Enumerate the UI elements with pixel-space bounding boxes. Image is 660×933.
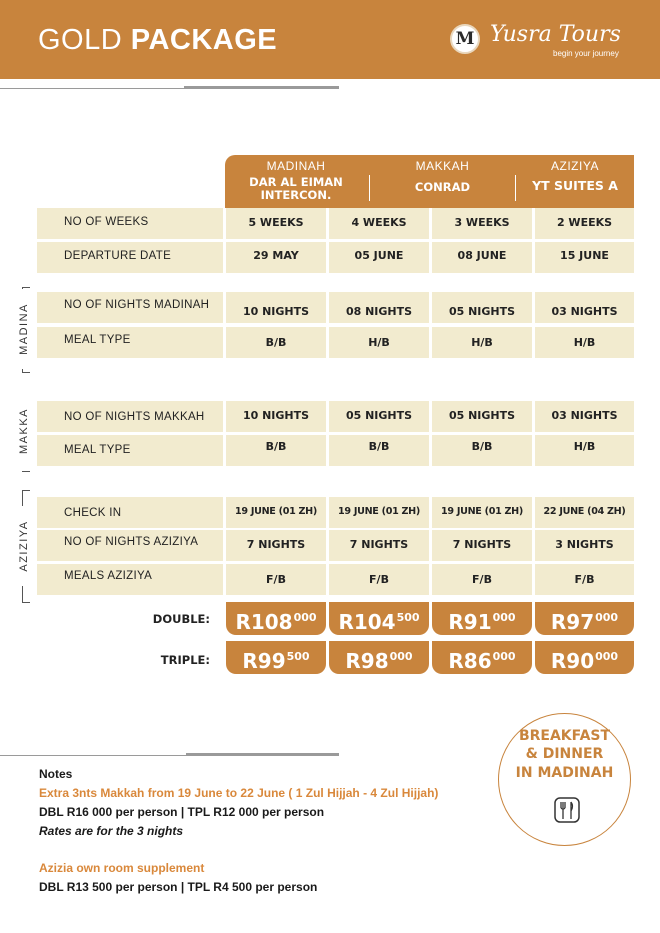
table-row xyxy=(37,292,634,323)
price-double xyxy=(226,602,326,635)
hotel-city: AZIZIYA xyxy=(551,159,599,173)
row-value: 05 NIGHTS xyxy=(448,409,516,422)
price-triple xyxy=(226,641,326,674)
row-value: B/B xyxy=(471,440,493,453)
value-cell xyxy=(226,497,326,528)
value-cell xyxy=(329,401,429,432)
row-value: 08 NIGHTS xyxy=(345,305,413,318)
value-cell xyxy=(329,564,429,595)
badge-line: IN MADINAH xyxy=(515,765,614,781)
price-triple xyxy=(329,641,429,674)
hotel-name: YT SUITES A xyxy=(532,178,618,193)
logo-monogram: M xyxy=(450,24,480,54)
price-cents: 000 xyxy=(492,611,516,624)
price-double xyxy=(535,602,634,635)
row-value: F/B xyxy=(574,573,595,586)
value-cell xyxy=(432,292,532,323)
row-label-cell xyxy=(37,208,223,239)
divider xyxy=(0,88,184,89)
bracket-tick xyxy=(22,287,30,288)
row-label: MEALS AZIZIYA xyxy=(64,570,153,582)
row-label: CHECK IN xyxy=(64,507,122,519)
price-cents: 000 xyxy=(595,611,619,624)
notes-extra-note: Rates are for the 3 nights xyxy=(39,824,184,838)
row-label: MEAL TYPE xyxy=(64,444,131,456)
table-row xyxy=(37,497,634,528)
value-cell xyxy=(329,497,429,528)
price-main: R97 xyxy=(550,610,595,634)
logo-name: Yusra Tours xyxy=(490,22,621,47)
bracket-tick xyxy=(22,471,30,472)
row-value: 05 NIGHTS xyxy=(448,305,516,318)
row-label-cell xyxy=(37,497,223,528)
row-value: F/B xyxy=(369,573,389,586)
row-value: 05 JUNE xyxy=(354,249,404,262)
section-bracket-madina xyxy=(14,287,34,373)
row-label-cell xyxy=(37,401,223,432)
row-value: 7 NIGHTS xyxy=(246,538,306,551)
table-row xyxy=(37,435,634,466)
row-value: 05 NIGHTS xyxy=(345,409,413,422)
hotel-city: MAKKAH xyxy=(415,159,470,173)
value-cell xyxy=(226,242,326,273)
row-value: 22 JUNE (04 ZH) xyxy=(543,506,626,517)
value-cell xyxy=(432,242,532,273)
row-value: 7 NIGHTS xyxy=(452,538,512,551)
value-cell xyxy=(535,435,634,466)
row-value: B/B xyxy=(368,440,390,453)
value-cell xyxy=(329,208,429,239)
page-title xyxy=(38,24,277,57)
value-cell xyxy=(329,530,429,561)
price-cents: 000 xyxy=(389,650,413,663)
row-value: 7 NIGHTS xyxy=(349,538,409,551)
row-value: 3 WEEKS xyxy=(454,216,510,229)
header-banner xyxy=(0,0,660,79)
value-cell xyxy=(226,435,326,466)
row-value: 3 NIGHTS xyxy=(555,538,614,551)
title-bold: PACKAGE xyxy=(130,24,278,56)
section-label: AZIZIYA xyxy=(18,506,30,586)
notes-heading: Notes xyxy=(39,767,73,781)
row-label-cell xyxy=(37,564,223,595)
table-row xyxy=(37,401,634,432)
hotel-header xyxy=(225,155,634,208)
brand-logo xyxy=(450,22,646,62)
row-label: NO OF NIGHTS MADINAH xyxy=(64,299,210,311)
row-value: 29 MAY xyxy=(253,249,299,262)
value-cell xyxy=(226,292,326,323)
price-double xyxy=(329,602,429,635)
divider xyxy=(0,755,186,756)
row-label-cell xyxy=(37,292,223,323)
divider-accent xyxy=(186,753,339,756)
value-cell xyxy=(432,208,532,239)
row-label-cell xyxy=(37,242,223,273)
value-cell xyxy=(432,530,532,561)
row-value: 19 JUNE (01 ZH) xyxy=(235,506,317,517)
row-value: 10 NIGHTS xyxy=(242,409,310,422)
price-main: R98 xyxy=(345,649,389,673)
hotel-makkah xyxy=(370,155,515,208)
value-cell xyxy=(329,242,429,273)
value-cell xyxy=(535,497,634,528)
row-value: 2 WEEKS xyxy=(556,216,613,229)
price-main: R99 xyxy=(242,649,286,673)
row-value: B/B xyxy=(265,440,287,453)
notes-supplement-title: Azizia own room supplement xyxy=(39,861,205,875)
row-label-cell xyxy=(37,327,223,358)
badge-line: & DINNER xyxy=(525,746,604,762)
value-cell xyxy=(329,292,429,323)
value-cell xyxy=(329,327,429,358)
price-label-triple: TRIPLE: xyxy=(160,653,210,667)
table-row xyxy=(37,327,634,358)
section-label: MADINA xyxy=(18,289,30,369)
notes-extra-title: Extra 3nts Makkah from 19 June to 22 June ( 1 Zul Hijjah - 4 Zul Hijjah) xyxy=(39,786,439,800)
row-value: H/B xyxy=(471,336,493,349)
meal-badge xyxy=(498,713,631,846)
table-row xyxy=(37,208,634,239)
row-value: 03 NIGHTS xyxy=(551,409,618,422)
bracket-tick xyxy=(22,602,30,603)
row-value: 03 NIGHTS xyxy=(551,305,618,318)
price-cents: 500 xyxy=(286,650,310,663)
hotel-name-line: INTERCON. xyxy=(260,188,332,202)
row-value: H/B xyxy=(573,440,596,453)
row-value: F/B xyxy=(266,573,286,586)
hotel-name xyxy=(225,176,367,202)
value-cell xyxy=(535,530,634,561)
row-value: 5 WEEKS xyxy=(248,216,304,229)
row-value: B/B xyxy=(265,336,287,349)
value-cell xyxy=(535,208,634,239)
value-cell xyxy=(226,530,326,561)
price-cents: 000 xyxy=(293,611,317,624)
row-value: 19 JUNE (01 ZH) xyxy=(338,506,420,517)
table-row xyxy=(37,564,634,595)
cutlery-icon xyxy=(553,796,581,824)
value-cell xyxy=(226,208,326,239)
price-label-double: DOUBLE: xyxy=(152,612,210,626)
table-row xyxy=(37,242,634,273)
value-cell xyxy=(432,327,532,358)
value-cell xyxy=(535,292,634,323)
section-bracket-makka xyxy=(14,392,34,472)
value-cell xyxy=(226,564,326,595)
value-cell xyxy=(226,327,326,358)
row-value: F/B xyxy=(472,573,492,586)
price-main: R108 xyxy=(235,610,293,634)
value-cell xyxy=(535,564,634,595)
title-light: GOLD xyxy=(38,24,123,56)
value-cell xyxy=(329,435,429,466)
hotel-city: MADINAH xyxy=(266,159,326,173)
value-cell xyxy=(226,401,326,432)
value-cell xyxy=(432,497,532,528)
row-label: NO OF NIGHTS AZIZIYA xyxy=(64,536,199,548)
logo-tagline: begin your journey xyxy=(553,49,619,58)
value-cell xyxy=(535,327,634,358)
price-main: R91 xyxy=(448,610,492,634)
hotel-aziziya xyxy=(516,155,634,208)
row-label: NO OF NIGHTS MAKKAH xyxy=(64,411,205,423)
price-cents: 000 xyxy=(595,650,619,663)
price-triple xyxy=(535,641,634,674)
notes-supplement-rates: DBL R13 500 per person | TPL R4 500 per person xyxy=(39,880,318,894)
bracket-tick xyxy=(22,490,30,491)
price-main: R86 xyxy=(448,649,492,673)
row-label: DEPARTURE DATE xyxy=(64,250,172,262)
row-value: H/B xyxy=(573,336,596,349)
bracket-tick xyxy=(22,372,30,373)
row-value: 4 WEEKS xyxy=(351,216,407,229)
hotel-name-line: DAR AL EIMAN xyxy=(249,175,343,189)
price-cents: 500 xyxy=(396,611,420,624)
row-value: H/B xyxy=(368,336,390,349)
row-value: 15 JUNE xyxy=(560,249,609,262)
notes-extra-rates: DBL R16 000 per person | TPL R12 000 per person xyxy=(39,805,325,819)
hotel-name: CONRAD xyxy=(414,180,471,194)
value-cell xyxy=(432,435,532,466)
price-cents: 000 xyxy=(492,650,516,663)
value-cell xyxy=(432,401,532,432)
price-main: R104 xyxy=(338,610,396,634)
row-label: MEAL TYPE xyxy=(64,334,131,346)
row-value: 10 NIGHTS xyxy=(242,305,310,318)
value-cell xyxy=(432,564,532,595)
badge-line: BREAKFAST xyxy=(518,728,611,744)
price-main: R90 xyxy=(550,649,595,673)
value-cell xyxy=(535,401,634,432)
row-value: 08 JUNE xyxy=(457,249,507,262)
row-label: NO OF WEEKS xyxy=(64,216,149,228)
value-cell xyxy=(535,242,634,273)
row-label-cell xyxy=(37,435,223,466)
table-row xyxy=(37,530,634,561)
price-double xyxy=(432,602,532,635)
hotel-madinah xyxy=(225,155,367,208)
divider-accent xyxy=(184,86,339,89)
row-value: 19 JUNE (01 ZH) xyxy=(441,506,523,517)
row-label-cell xyxy=(37,530,223,561)
section-bracket-aziziya xyxy=(14,490,34,603)
section-label: MAKKA xyxy=(18,391,30,471)
price-triple xyxy=(432,641,532,674)
